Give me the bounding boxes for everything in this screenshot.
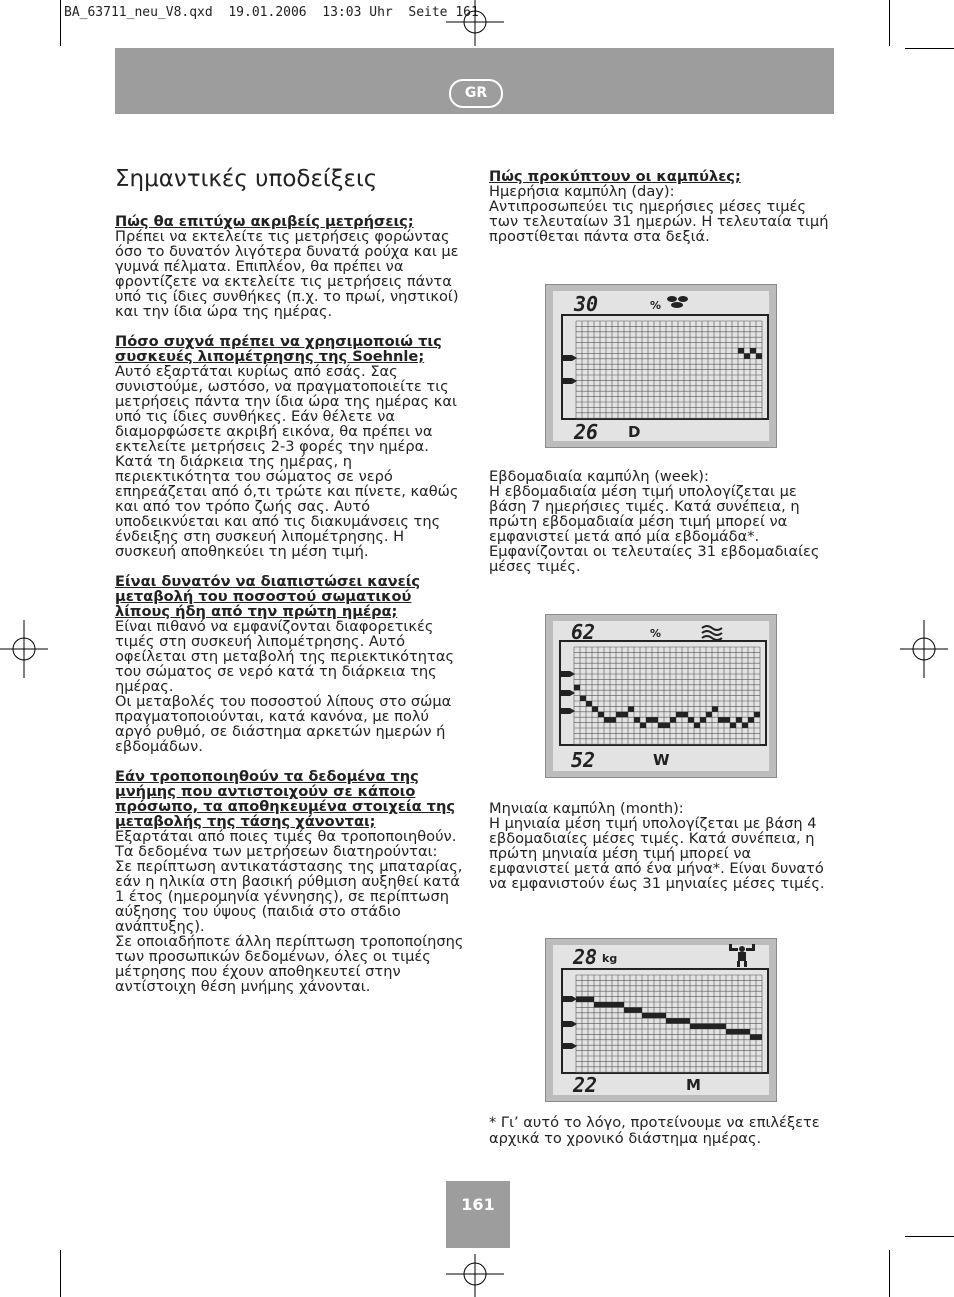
lcd-mode: D [628, 423, 641, 441]
lcd-segment [586, 701, 592, 706]
lcd-segment [682, 712, 688, 717]
month-text: Η μηνιαία μέση τιμή υπολογίζεται με βάση 4 εβδομαδιαίες μέσες τιμές. Κατά συνέπεια, η πρώτη μηνιαία μέση τιμή μπορεί να εμφανιστεί μετά από ένα μήνα*. Είναι δυνατό να εμφανιστούν έως 31 μηνιαίες μέσες τιμές. [489, 815, 825, 892]
scale-marker [562, 1043, 577, 1049]
lcd-grid-frame [562, 969, 768, 1073]
muscle-icon [729, 944, 755, 967]
week-title: Εβδομαδιαία καμπύλη (week): [489, 468, 709, 485]
lcd-display-month [545, 938, 777, 1102]
lcd-segment [736, 717, 742, 722]
lcd-segment [634, 717, 640, 722]
lcd-segment [700, 717, 706, 722]
answer-text: Πρέπει να εκτελείτε τις μετρήσεις φορώντας όσο το δυνατόν λιγότερα δυνατά ρούχα και με γυμνά πέλματα. Επιπλέον, θα πρέπει να φροντίζετε να εκτελείτε τις μετρήσεις πάντα υπό τις ίδιες συνθήκες (π.χ. το πρωί, νηστικοί) και την ίδια ώρα της ημέρας. [115, 228, 459, 320]
lcd-segment [748, 717, 754, 722]
scale-marker [560, 690, 575, 696]
lcd-segment [732, 1029, 738, 1034]
answer-text: Οι μεταβολές του ποσοστού λίπους στο σώμα πραγματοποιούνται, κατά κανόνα, με πολύ αργό ρυθμό, σε διάστημα αρκετών ημερών ή εβδομάδων. [115, 693, 452, 755]
lcd-segment [640, 723, 646, 728]
scale-marker [562, 355, 577, 361]
lcd-segment [756, 353, 762, 358]
language-badge: GR [449, 79, 503, 108]
trim-mark [889, 0, 890, 46]
lcd-grid [576, 321, 762, 418]
lcd-segment [604, 717, 610, 722]
lcd-segment [756, 1034, 762, 1039]
lcd-segment [708, 1024, 714, 1029]
lcd-segment [582, 997, 588, 1002]
scale-marker [560, 671, 575, 677]
question-heading: Πώς θα επιτύχω ακριβείς μετρήσεις; [115, 213, 414, 230]
registration-mark-top [446, 0, 504, 46]
left-column [115, 214, 465, 994]
lcd-graphics [546, 285, 776, 447]
lcd-segment [706, 712, 712, 717]
day-text: Αντιπροσωπεύει τις ημερήσιες μέσες τιμές των τελευταίων 31 ημερών. Η τελευταία τιμή προστίθεται πάντα στα δεξιά. [489, 198, 829, 245]
lcd-segment [654, 1013, 660, 1018]
lcd-segment [666, 1018, 672, 1023]
page-number: 161 [446, 1181, 510, 1248]
lcd-unit: kg [602, 952, 618, 965]
lcd-segment [750, 1034, 756, 1039]
lcd-unit: % [650, 299, 662, 312]
lcd-segment [606, 1002, 612, 1007]
lcd-segment [684, 1018, 690, 1023]
registration-mark-bottom [446, 1254, 504, 1297]
question-heading: Πόσο συχνά πρέπει να χρησιμοποιώ τις συσκευές λιπομέτρησης της Soehnle; [115, 333, 442, 365]
answer-text: Είναι πιθανό να εμφανίζονται διαφορετικές τιμές στη συσκευή λιπομέτρησης. Αυτό οφείλεται στη μεταβολή της περιεκτικότητας του σώματος σε νερό κατά τη διάρκεια της ημέρας. [115, 618, 455, 695]
trim-mark [60, 1250, 61, 1297]
day-title: Ημερήσια καμπύλη (day): [489, 183, 675, 200]
registration-mark-right [900, 620, 948, 678]
lcd-segment [576, 997, 582, 1002]
lcd-segment [658, 723, 664, 728]
scale-marker [562, 996, 577, 1002]
fat-icon [667, 296, 688, 308]
footnote: * Γι’ αυτό το λόγο, προτείνουμε να επιλέξετε αρχικά το χρονικό διάστημα ημέρας. [489, 1114, 820, 1147]
lcd-segment [714, 1024, 720, 1029]
lcd-grid-frame [560, 641, 766, 745]
answer-text: Εξαρτάται από ποιες τιμές θα τροποποιηθούν. Τα δεδομένα των μετρήσεων διατηρούνται: [115, 828, 457, 860]
trim-mark [60, 0, 61, 46]
lcd-segment [574, 685, 580, 690]
lcd-segment [622, 712, 628, 717]
lcd-segment [744, 353, 750, 358]
page-title: Σημαντικές υποδείξεις [115, 166, 378, 192]
lcd-grid-frame [562, 315, 768, 419]
registration-mark-left [0, 620, 48, 678]
lcd-segment [652, 717, 658, 722]
lcd-segment [742, 723, 748, 728]
lcd-graphics [546, 939, 776, 1101]
lcd-segment [630, 1007, 636, 1012]
answer-text: Αυτό εξαρτάται κυρίως από εσάς. Σας συνιστούμε, ωστόσο, να πραγματοποιείτε τις μετρήσεις πάντα την ίδια ώρα της ημέρας και υπό τις ίδιες συνθήκες. Εάν θέλετε να διαμορφώσετε ακριβή εικόνα, θα πρέπει να εκτελείτε μετρήσεις 2-3 φορές την ημέρα. Κατά τη διάρκεια της ημέρας, η περιεκτικότητα του σώματος σε νερό επηρεάζεται από ό,τι τρώτε και πίνετε, καθώς και από τον τρόπο ζωής σας. Αυτό υποδεικνύεται και από τις διακυμάνσεις της ένδειξης στη συσκευή λιπομέτρησης. Η συσκευή αποθηκεύει τη μέση τιμή. [115, 363, 459, 560]
lcd-bottom-value: 26 [574, 420, 599, 444]
scale-marker [560, 708, 575, 714]
lcd-segment [750, 348, 756, 353]
lcd-segment [616, 712, 622, 717]
lcd-display-week [545, 614, 777, 778]
day-section [489, 169, 839, 244]
scale-marker [562, 378, 577, 384]
lcd-top-value: 30 [574, 292, 599, 316]
lcd-segment [720, 1024, 726, 1029]
lcd-segment [712, 706, 718, 711]
scale-marker [562, 1021, 577, 1027]
lcd-segment [672, 1018, 678, 1023]
lcd-segment [628, 706, 634, 711]
lcd-segment [618, 1002, 624, 1007]
water-icon [702, 626, 722, 640]
lcd-segment [690, 1024, 696, 1029]
question-heading: Είναι δυνατόν να διαπιστώσει κανείς μεταβολή του ποσοστού σωματικού λίπους ήδη από την πρώτη ημέρα; [115, 573, 421, 620]
lcd-segment [598, 712, 604, 717]
month-title: Μηνιαία καμπύλη (month): [489, 800, 684, 817]
lcd-segment [726, 1029, 732, 1034]
lcd-segment [580, 696, 586, 701]
lcd-bottom-value: 22 [573, 1073, 598, 1097]
lcd-mode: W [653, 751, 670, 769]
lcd-segment [588, 997, 594, 1002]
lcd-segment [600, 1002, 606, 1007]
week-section [489, 469, 834, 574]
lcd-top-value: 62 [571, 620, 596, 644]
lcd-bottom-value: 52 [571, 748, 596, 772]
lcd-segment [724, 717, 730, 722]
lcd-segment [738, 348, 744, 353]
lcd-segment [702, 1024, 708, 1029]
lcd-segment [754, 712, 760, 717]
week-text: Η εβδομαδιαία μέση τιμή υπολογίζεται με βάση 7 ημερήσιες τιμές. Κατά συνέπεια, η πρώτη εβδομαδιαία μέση τιμή μπορεί να εμφανιστεί μετά από μία εβδομάδα*. Εμφανίζονται οι τελευταίες 31 εβδομαδιαίες μέσες τιμές. [489, 483, 820, 575]
lcd-segment [670, 717, 676, 722]
lcd-segment [688, 717, 694, 722]
trim-mark [889, 1250, 890, 1297]
lcd-segment [664, 723, 670, 728]
lcd-segment [660, 1013, 666, 1018]
lcd-segment [612, 1002, 618, 1007]
lcd-unit: % [650, 627, 662, 640]
answer-text: Σε οποιαδήποτε άλλη περίπτωση τροποποίησης των προσωπικών δεδομένων, όλες οι τιμές μέτρησης που έχουν αποθηκευτεί στην αντίστοιχη θέση μνήμης χάνονται. [115, 933, 464, 995]
month-section [489, 801, 834, 891]
lcd-segment [676, 712, 682, 717]
answer-text: Σε περίπτωση αντικατάστασης της μπαταρίας, εάν η ηλικία στη βασική ρύθμιση αυξηθεί κατά 1 έτος (ημερομηνία γέννησης), σε περίπτωση αύξησης του ύψους (παιδιά στο στάδιο ανάπτυξης). [115, 858, 463, 935]
lcd-segment [744, 1029, 750, 1034]
lcd-segment [642, 1013, 648, 1018]
trim-mark [905, 1236, 954, 1237]
trim-mark [905, 48, 954, 49]
lcd-segment [610, 717, 616, 722]
lcd-display-day [545, 284, 777, 448]
lcd-segment [730, 723, 736, 728]
lcd-grid [574, 647, 760, 744]
lcd-mode: M [686, 1076, 701, 1094]
question-heading: Πώς προκύπτουν οι καμπύλες; [489, 168, 741, 185]
lcd-segment [696, 1024, 702, 1029]
lcd-segment [646, 717, 652, 722]
lcd-segment [678, 1018, 684, 1023]
lcd-segment [694, 723, 700, 728]
lcd-graphics [546, 615, 776, 777]
lcd-segment [718, 717, 724, 722]
file-slug: BA_63711_neu_V8.qxd 19.01.2006 13:03 Uhr Seite 161 [64, 5, 479, 20]
lcd-top-value: 28 [573, 945, 598, 969]
lcd-segment [636, 1007, 642, 1012]
lcd-segment [624, 1007, 630, 1012]
lcd-segment [648, 1013, 654, 1018]
lcd-segment [738, 1029, 744, 1034]
question-heading: Εάν τροποποιηθούν τα δεδομένα της μνήμης που αντιστοιχούν σε κάποιο πρόσωπο, τα αποθηκευμένα στοιχεία της μεταβολής της τάσης χάνονται; [115, 768, 456, 830]
lcd-segment [592, 706, 598, 711]
lcd-segment [594, 1002, 600, 1007]
